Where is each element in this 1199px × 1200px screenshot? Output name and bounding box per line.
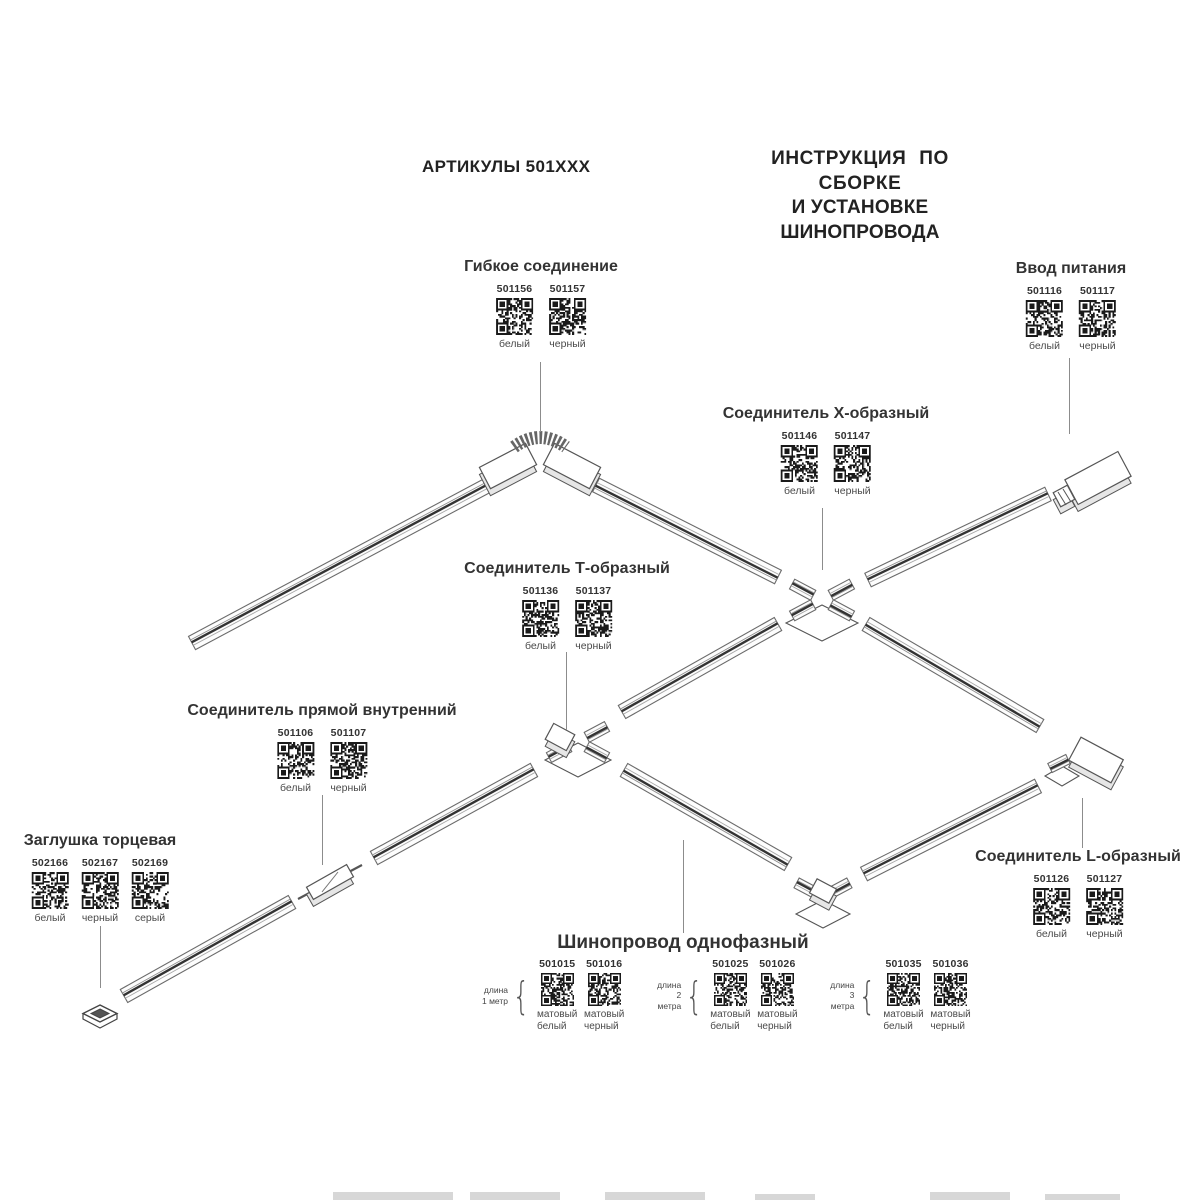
variant-item bbox=[573, 585, 613, 652]
article-number: 501147 bbox=[834, 430, 871, 442]
brace-glyph: { bbox=[685, 973, 703, 1018]
part-title: Соединитель Т-образный bbox=[464, 560, 670, 577]
variant-item bbox=[832, 430, 872, 497]
variant-item bbox=[494, 283, 534, 350]
variant-item bbox=[130, 857, 170, 924]
leader-line-x bbox=[822, 508, 823, 570]
variant-item bbox=[1084, 873, 1124, 940]
busbar-variants bbox=[478, 958, 971, 1033]
part-end-cap bbox=[24, 832, 177, 924]
length-label: длина 2 метра bbox=[657, 980, 682, 1011]
color-label: черный bbox=[549, 338, 586, 350]
color-label: белый bbox=[784, 485, 815, 497]
finish-color-label: матовый черный bbox=[930, 1009, 971, 1032]
color-label: черный bbox=[330, 782, 367, 794]
article-number: 501156 bbox=[496, 283, 533, 295]
part-title: Соединитель L-образный bbox=[975, 848, 1181, 865]
color-label: белый bbox=[34, 912, 66, 924]
qr-code-icon bbox=[522, 600, 559, 637]
qr-code-icon bbox=[1086, 888, 1123, 925]
length-label: длина 3 метра bbox=[830, 980, 855, 1011]
cropped-text-fragment bbox=[333, 1192, 453, 1200]
variant-item bbox=[779, 430, 819, 497]
variant-item bbox=[1024, 285, 1064, 352]
color-label: черный bbox=[575, 640, 612, 652]
variant-item bbox=[30, 857, 70, 924]
article-number: 502166 bbox=[31, 857, 69, 869]
article-number: 501016 bbox=[586, 958, 623, 970]
cropped-text-fragment bbox=[1045, 1194, 1120, 1200]
article-number: 501026 bbox=[759, 958, 796, 970]
finish-color-label: матовый черный bbox=[757, 1009, 798, 1032]
qr-code-icon bbox=[761, 973, 794, 1006]
article-number: 501137 bbox=[575, 585, 612, 597]
variant-item bbox=[584, 958, 624, 1033]
article-number: 501036 bbox=[932, 958, 969, 970]
qr-code-icon bbox=[781, 445, 818, 482]
article-number: 501157 bbox=[549, 283, 586, 295]
cropped-text-fragment bbox=[605, 1192, 705, 1200]
part-l-connector bbox=[975, 848, 1181, 940]
brace-glyph: { bbox=[512, 973, 530, 1018]
busbar-length-group bbox=[651, 958, 797, 1033]
busbar-length-group bbox=[824, 958, 970, 1033]
cropped-text-fragment bbox=[930, 1192, 1010, 1200]
leader-line-flex bbox=[540, 362, 541, 432]
finish-color-label: матовый белый bbox=[537, 1009, 578, 1032]
articles-title: АРТИКУЛЫ 501XXX bbox=[422, 157, 591, 176]
color-label: белый bbox=[525, 640, 556, 652]
qr-code-icon bbox=[82, 872, 119, 909]
part-flexible-connector bbox=[464, 258, 618, 350]
article-number: 501146 bbox=[781, 430, 818, 442]
article-number: 502167 bbox=[81, 857, 119, 869]
part-title: Гибкое соединение bbox=[464, 258, 618, 275]
leader-line-power bbox=[1069, 358, 1070, 434]
variant-item bbox=[710, 958, 750, 1033]
busbar-length-group bbox=[478, 958, 624, 1033]
brace-glyph: { bbox=[859, 973, 876, 1018]
variant-item bbox=[329, 727, 369, 794]
part-title: Соединитель X-образный bbox=[722, 405, 930, 422]
leader-line-busbar bbox=[683, 840, 684, 933]
color-label: белый bbox=[280, 782, 311, 794]
qr-code-icon bbox=[1033, 888, 1070, 925]
qr-code-icon bbox=[1079, 300, 1116, 337]
qr-code-icon bbox=[132, 872, 169, 909]
leader-line-t bbox=[566, 652, 567, 730]
variant-item bbox=[520, 585, 560, 652]
qr-code-icon bbox=[330, 742, 367, 779]
article-number: 501015 bbox=[539, 958, 576, 970]
article-number: 501106 bbox=[277, 727, 314, 739]
color-label: серый bbox=[134, 912, 166, 924]
variant-item bbox=[80, 857, 120, 924]
article-number: 501035 bbox=[885, 958, 922, 970]
part-straight-connector bbox=[187, 702, 456, 794]
instruction-line2: И УСТАНОВКЕ ШИНОПРОВОДА bbox=[780, 197, 940, 244]
qr-code-icon bbox=[541, 973, 574, 1006]
article-number: 501116 bbox=[1026, 285, 1063, 297]
article-number: 501025 bbox=[712, 958, 749, 970]
color-label: черный bbox=[1086, 928, 1123, 940]
qr-code-icon bbox=[934, 973, 967, 1006]
variant-item bbox=[537, 958, 577, 1033]
qr-code-icon bbox=[1026, 300, 1063, 337]
leader-line-straight bbox=[322, 795, 323, 865]
leader-line-l bbox=[1082, 798, 1083, 848]
qr-code-icon bbox=[549, 298, 586, 335]
qr-code-icon bbox=[496, 298, 533, 335]
color-label: черный bbox=[834, 485, 871, 497]
variant-item bbox=[931, 958, 971, 1033]
qr-code-icon bbox=[714, 973, 747, 1006]
variant-item bbox=[884, 958, 924, 1033]
length-label: длина 1 метр bbox=[482, 985, 508, 1006]
color-label: черный bbox=[1079, 340, 1116, 352]
qr-code-icon bbox=[32, 872, 69, 909]
article-number: 502169 bbox=[131, 857, 169, 869]
cropped-text-fragment bbox=[470, 1192, 560, 1200]
instruction-line1: ИНСТРУКЦИЯ ПО СБОРКЕ bbox=[771, 148, 949, 194]
article-number: 501126 bbox=[1033, 873, 1070, 885]
variant-item bbox=[547, 283, 587, 350]
finish-color-label: матовый черный bbox=[584, 1009, 625, 1032]
article-number: 501117 bbox=[1079, 285, 1116, 297]
color-label: черный bbox=[81, 912, 119, 924]
article-number: 501107 bbox=[330, 727, 367, 739]
part-title: Ввод питания bbox=[1015, 260, 1127, 277]
finish-color-label: матовый белый bbox=[883, 1009, 924, 1032]
variant-item bbox=[757, 958, 797, 1033]
qr-code-icon bbox=[887, 973, 920, 1006]
qr-code-icon bbox=[588, 973, 621, 1006]
part-power-feed bbox=[1016, 260, 1126, 352]
variant-item bbox=[1077, 285, 1117, 352]
part-busbar-title: Шинопровод однофазный bbox=[557, 932, 809, 953]
cropped-text-fragment bbox=[755, 1194, 815, 1200]
finish-color-label: матовый белый bbox=[710, 1009, 751, 1032]
part-x-connector bbox=[723, 405, 930, 497]
article-number: 501127 bbox=[1086, 873, 1123, 885]
part-title: Соединитель прямой внутренний bbox=[187, 702, 457, 719]
part-t-connector bbox=[464, 560, 670, 652]
qr-code-icon bbox=[834, 445, 871, 482]
part-title: Заглушка торцевая bbox=[23, 832, 177, 849]
instruction-title bbox=[724, 147, 996, 246]
color-label: белый bbox=[1029, 340, 1060, 352]
color-label: белый bbox=[499, 338, 530, 350]
qr-code-icon bbox=[575, 600, 612, 637]
qr-code-icon bbox=[277, 742, 314, 779]
variant-item bbox=[276, 727, 316, 794]
variant-item bbox=[1031, 873, 1071, 940]
leader-line-endcap bbox=[100, 926, 101, 988]
article-number: 501136 bbox=[522, 585, 559, 597]
color-label: белый bbox=[1036, 928, 1067, 940]
